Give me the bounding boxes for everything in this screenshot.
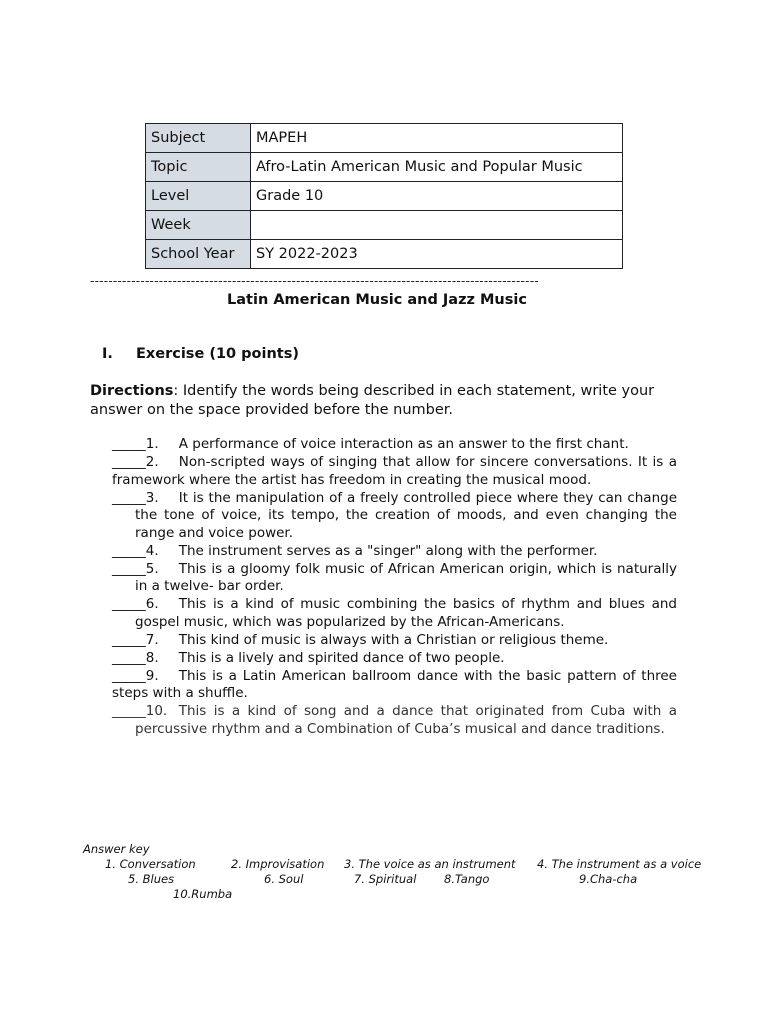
answer-9: 9.Cha-cha (579, 872, 638, 886)
item-number: 5. (145, 560, 159, 577)
list-item (112, 490, 677, 543)
table-value-topic: Afro-Latin American Music and Popular Music (251, 153, 623, 182)
answer-10: 10.Rumba (173, 887, 233, 901)
table-label-level: Level (146, 182, 251, 211)
answer-3: 3. The voice as an instrument (344, 857, 516, 871)
table-value-level: Grade 10 (251, 182, 623, 211)
item-paragraph (112, 543, 677, 561)
item-text: The instrument serves as a "singer" along with the performer. (178, 542, 598, 559)
answer-blank: _____ (112, 489, 146, 506)
list-item (112, 650, 677, 668)
directions (90, 382, 682, 420)
item-number: 7. (145, 631, 159, 648)
item-paragraph (112, 668, 677, 703)
item-paragraph (112, 561, 677, 596)
item-text: This is a lively and spirited dance of two people. (178, 649, 505, 666)
table-row (146, 211, 623, 240)
item-text: This is a gloomy folk music of African American origin, which is naturally in a twelve- bar order. (135, 560, 677, 594)
item-number: 6. (145, 596, 159, 612)
item-text: This kind of music is always with a Christian or religious theme. (178, 631, 609, 648)
section-number: I. (102, 346, 113, 362)
table-row (146, 182, 623, 211)
section-title: Exercise (10 points) (136, 346, 299, 362)
item-text: This is a kind of music combining the basics of rhythm and blues and gospel music, which was popularized by the African-Americans. (135, 596, 677, 630)
table-row (146, 124, 623, 153)
item-text: This is a kind of song and a dance that originated from Cuba with a percussive rhythm and a Combination of Cuba’s musical and dance traditions. (135, 703, 677, 737)
answer-2: 2. Improvisation (231, 857, 325, 871)
table-label-subject: Subject (146, 124, 251, 153)
answer-blank: _____ (112, 454, 146, 470)
item-paragraph (112, 490, 677, 543)
table-value-subject: MAPEH (251, 124, 623, 153)
answer-blank: _____ (112, 649, 146, 666)
list-item (112, 596, 677, 631)
question-list (112, 436, 677, 739)
list-item (112, 454, 677, 489)
answer-blank: _____ (112, 703, 146, 719)
table-row (146, 240, 623, 269)
list-item (112, 561, 677, 596)
answer-4: 4. The instrument as a voice (537, 857, 702, 871)
table-label-school-year: School Year (146, 240, 251, 269)
item-text: Non-scripted ways of singing that allow for sincere conversations. It is a framework where the artist has freedom in creating the musical mood. (112, 454, 677, 488)
list-item (112, 632, 677, 650)
item-paragraph (112, 703, 677, 738)
answer-1: 1. Conversation (105, 857, 196, 871)
item-number: 2. (145, 454, 159, 470)
list-item (112, 436, 677, 454)
list-item (112, 668, 677, 703)
answer-blank: _____ (112, 596, 146, 612)
answer-5: 5. Blues (128, 872, 175, 886)
item-number: 10. (145, 703, 168, 719)
answer-8: 8.Tango (444, 872, 490, 886)
table-label-topic: Topic (146, 153, 251, 182)
table-row (146, 153, 623, 182)
item-number: 8. (145, 649, 159, 666)
answer-blank: _____ (112, 436, 146, 452)
item-paragraph (112, 454, 677, 489)
answer-blank: _____ (112, 560, 146, 577)
table-value-week (251, 211, 623, 240)
section-heading (102, 346, 299, 362)
separator-line: -------------------------------------------------------------------------------------------------- (90, 274, 539, 288)
item-number: 4. (145, 542, 159, 559)
directions-label: Directions (90, 383, 174, 399)
item-number: 1. (145, 436, 159, 452)
answer-blank: _____ (112, 542, 146, 559)
list-item (112, 703, 677, 738)
page-title: Latin American Music and Jazz Music (227, 292, 527, 308)
answer-blank: _____ (112, 667, 146, 684)
answer-6: 6. Soul (264, 872, 304, 886)
answer-key-label: Answer key (83, 842, 150, 856)
table-value-school-year: SY 2022-2023 (251, 240, 623, 269)
item-paragraph (112, 596, 677, 631)
item-paragraph (112, 632, 677, 650)
item-text: A performance of voice interaction as an answer to the first chant. (178, 436, 629, 452)
info-table (145, 123, 623, 269)
item-number: 3. (145, 489, 159, 506)
item-number: 9. (145, 667, 159, 684)
list-item (112, 543, 677, 561)
table-label-week: Week (146, 211, 251, 240)
item-text: It is the manipulation of a freely controlled piece where they can change the tone of voice, its tempo, the creation of moods, and even changing the range and voice power. (135, 489, 677, 541)
item-text: This is a Latin American ballroom dance with the basic pattern of three steps with a shuffle. (112, 667, 677, 701)
answer-blank: _____ (112, 631, 146, 648)
directions-text: : Identify the words being described in each statement, write your answer on the space provided before the number. (90, 383, 655, 418)
item-paragraph (112, 650, 677, 668)
answer-7: 7. Spiritual (354, 872, 417, 886)
